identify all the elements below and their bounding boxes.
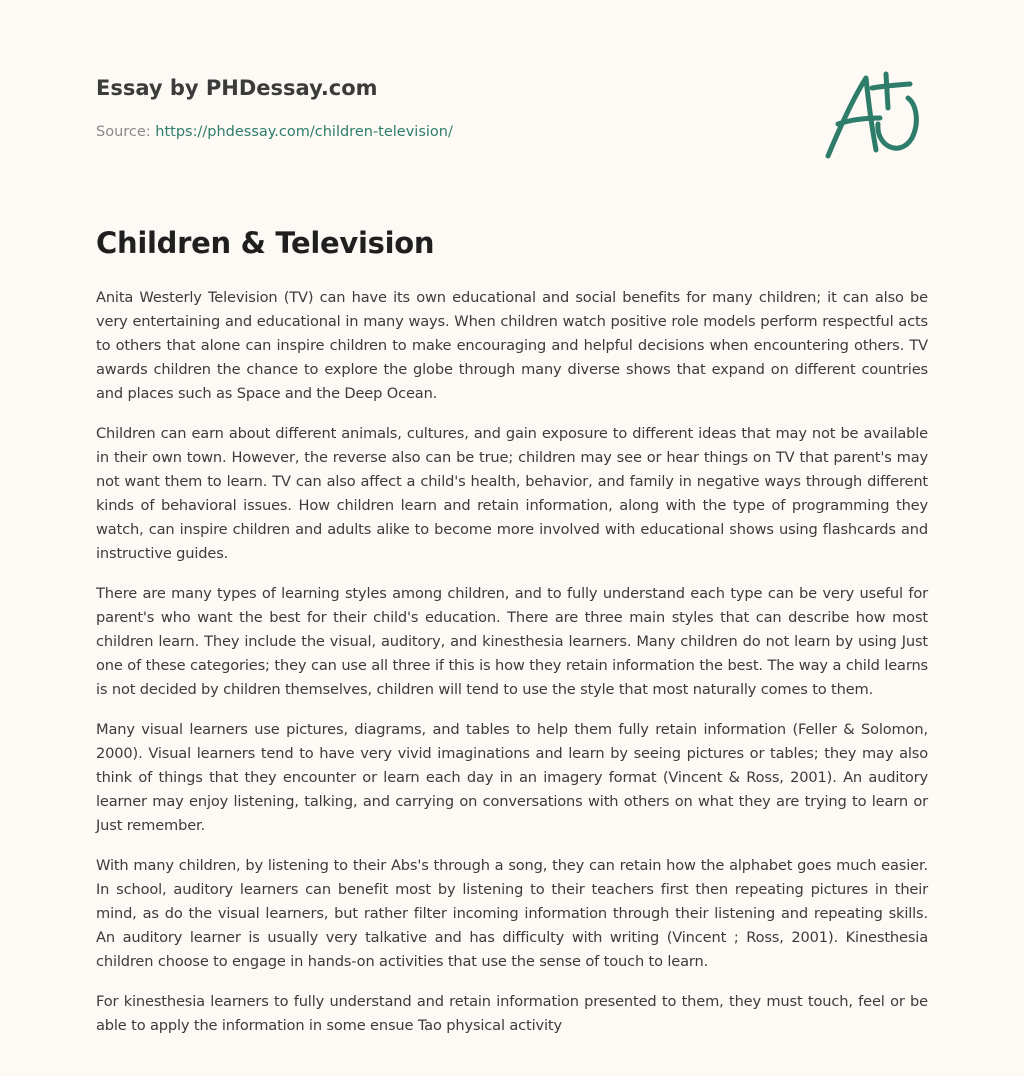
a-plus-grade-icon xyxy=(824,68,924,164)
essay-paragraph: For kinesthesia learners to fully understand and retain information presented to them, they must touch, feel or be able to apply the information in some ensue Tao physical activity xyxy=(96,993,928,1034)
essay-paragraph: There are many types of learning styles among children, and to fully understand each type can be very useful for parent's who want the best for their child's education. There are three main styles that can describe how most children learn. They include the visual, auditory, and kinesthesia learners. Many children do not learn by using Just one of these categories; they can use all three if this is how they retain information the best. The way a child learns is not decided by children themselves, children will tend to use the style that most naturally comes to them. xyxy=(96,585,928,698)
source-line xyxy=(96,124,453,140)
essay-title: Children & Television xyxy=(96,226,435,260)
site-title: Essay by PHDessay.com xyxy=(96,76,378,100)
source-link[interactable]: https://phdessay.com/children-television/ xyxy=(155,124,453,140)
page-header xyxy=(96,72,928,172)
essay-paragraph: Children can earn about different animals, cultures, and gain exposure to different ideas that may not be available in their own town. However, the reverse also can be true; children may see or hear things on TV that parent's may not want them to learn. TV can also affect a child's health, behavior, and family in negative ways through different kinds of behavioral issues. How children learn and retain information, along with the type of programming they watch, can inspire children and adults alike to become more involved with educational shows using flashcards and instructive guides. xyxy=(96,425,928,562)
essay-paragraph: Anita Westerly Television (TV) can have its own educational and social benefits for many children; it can also be very entertaining and educational in many ways. When children watch positive role models perform respectful acts to others that alone can inspire children to make encouraging and helpful decisions when encountering others. TV awards children the chance to explore the globe through many diverse shows that expand on different countries and places such as Space and the Deep Ocean. xyxy=(96,289,928,402)
source-label: Source: xyxy=(96,124,156,140)
essay-paragraph: Many visual learners use pictures, diagrams, and tables to help them fully retain information (Feller & Solomon, 2000). Visual learners tend to have very vivid imaginations and learn by seeing pictures or tables; they may also think of things that they encounter or learn each day in an imagery format (Vincent & Ross, 2001). An auditory learner may enjoy listening, talking, and carrying on conversations with others on what they are trying to learn or Just remember. xyxy=(96,721,928,834)
essay-body xyxy=(96,286,928,1054)
essay-paragraph: With many children, by listening to their Abs's through a song, they can retain how the alphabet goes much easier. In school, auditory learners can benefit most by listening to their teachers first then repeating pictures in their mind, as do the visual learners, but rather filter incoming information through their listening and repeating skills. An auditory learner is usually very talkative and has difficulty with writing (Vincent ; Ross, 2001). Kinesthesia children choose to engage in hands-on activities that use the sense of touch to learn. xyxy=(96,857,928,970)
